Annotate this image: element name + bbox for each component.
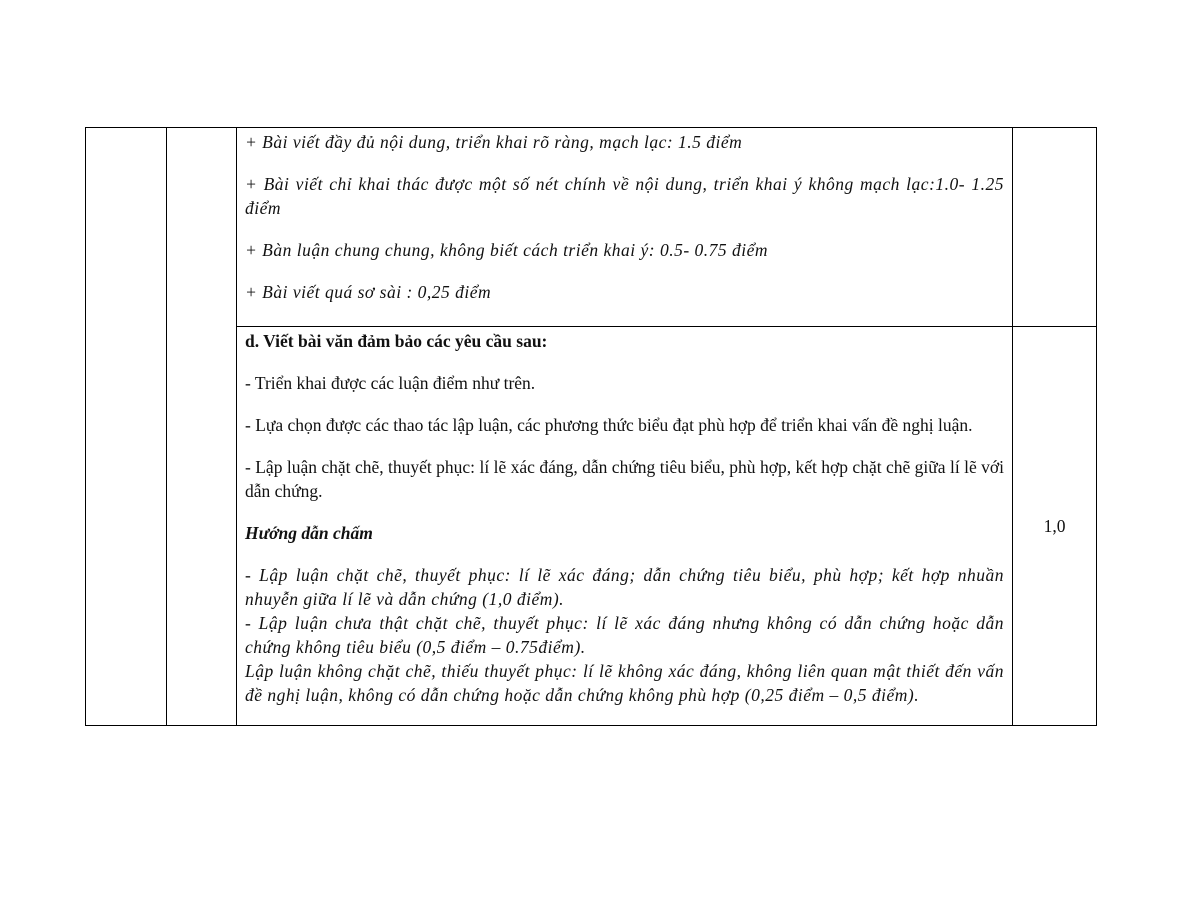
- grading-table: [85, 127, 1097, 726]
- section-heading: d. Viết bài văn đảm bảo các yêu cầu sau:: [245, 331, 548, 351]
- criteria-line: + Bài viết chỉ khai thác được một số nét chính về nội dung, triển khai ý không mạch lạc:1.0- 1.25 điểm: [245, 174, 1004, 218]
- guide-item: - Lập luận chưa thật chặt chẽ, thuyết phục: lí lẽ xác đáng nhưng không có dẫn chứng hoặc dẫn chứng không tiêu biểu (0,5 điểm – 0.75điểm).: [245, 613, 1004, 657]
- part-cell: [167, 128, 237, 726]
- table-row: [86, 327, 1097, 726]
- requirements-cell: [237, 327, 1013, 726]
- guide-list: [245, 563, 1004, 707]
- requirement-line: - Lập luận chặt chẽ, thuyết phục: lí lẽ xác đáng, dẫn chứng tiêu biểu, phù hợp, kết hợp chặt chẽ giữa lí lẽ với dẫn chứng.: [245, 457, 1004, 501]
- guide-item: - Lập luận chặt chẽ, thuyết phục: lí lẽ xác đáng; dẫn chứng tiêu biểu, phù hợp; kết hợp nhuần nhuyễn giữa lí lẽ và dẫn chứng (1,0 điểm).: [245, 565, 1004, 609]
- question-number-cell: [86, 128, 167, 726]
- criteria-line: + Bài viết quá sơ sài : 0,25 điểm: [245, 282, 492, 302]
- requirement-line: - Triển khai được các luận điểm như trên.: [245, 373, 536, 393]
- criteria-cell: [237, 128, 1013, 327]
- requirement-line: - Lựa chọn được các thao tác lập luận, các phương thức biểu đạt phù hợp để triển khai vấn đề nghị luận.: [245, 415, 973, 435]
- criteria-line: + Bài viết đầy đủ nội dung, triển khai rõ ràng, mạch lạc: 1.5 điểm: [245, 132, 743, 152]
- guide-title: Hướng dẫn chấm: [245, 523, 373, 543]
- guide-item: Lập luận không chặt chẽ, thiếu thuyết phục: lí lẽ không xác đáng, không liên quan mật thiết đến vấn đề nghị luận, không có dẫn chứng hoặc dẫn chứng không phù hợp (0,25 điểm – 0,5 điểm).: [245, 661, 1004, 705]
- table-row: [86, 128, 1097, 327]
- criteria-line: + Bàn luận chung chung, không biết cách triển khai ý: 0.5- 0.75 điểm: [245, 240, 769, 260]
- score-cell: [1013, 128, 1097, 327]
- score-cell: 1,0: [1013, 327, 1097, 726]
